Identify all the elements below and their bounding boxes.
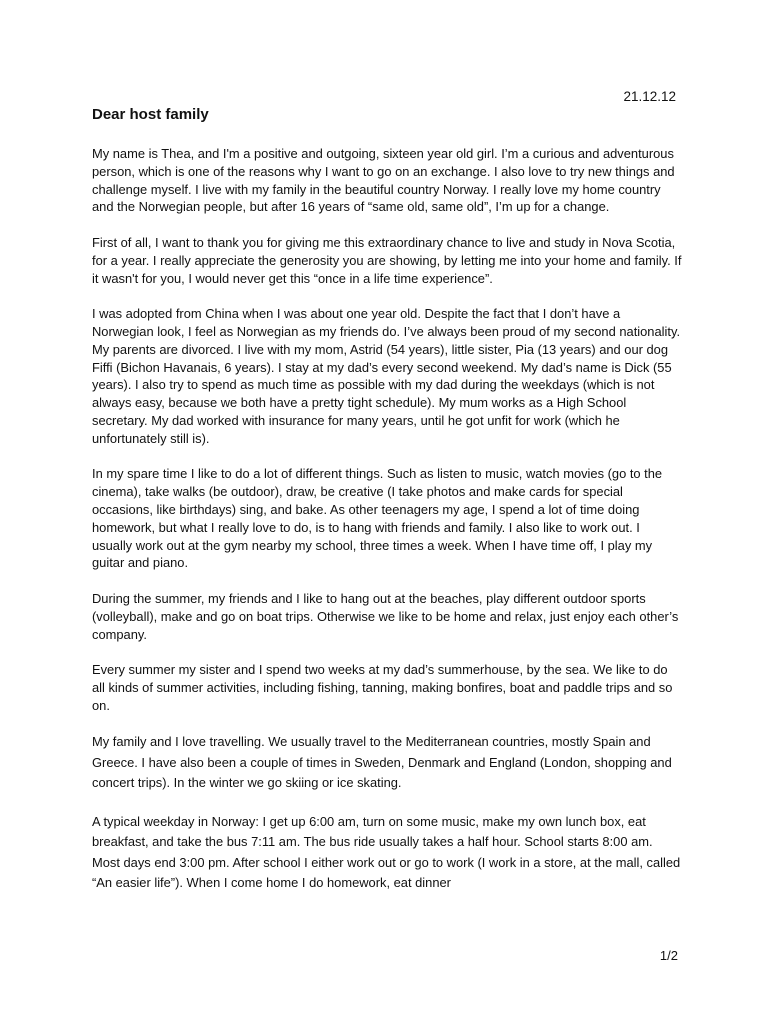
paragraph-typical-weekday: A typical weekday in Norway: I get up 6:00 am, turn on some music, make my own lunch box, eat breakfast, and take the bus 7:11 am. The bus ride usually takes a half hour. School starts 8:00 am. Most days end 3:00 pm. After school I either work out or go to work (I work in a store, at the mall, called “An easier life”). When I come home I do homework, eat dinner	[92, 813, 681, 891]
paragraph-travelling: My family and I love travelling. We usually travel to the Mediterranean countries, mostly Spain and Greece. I have also been a couple of times in Sweden, Denmark and England (London, shopping and concert trips). In the winter we go skiing or ice skating.	[92, 734, 672, 791]
paragraph-thanks: First of all, I want to thank you for giving me this extraordinary chance to live and study in Nova Scotia, for a year. I really appreciate the generosity you are showing, by letting me into your home and family. If it wasn't for you, I would never get this “once in a life time experience”.	[92, 234, 682, 286]
paragraph-introduction: My name is Thea, and I'm a positive and outgoing, sixteen year old girl. I’m a curious and adventurous person, which is one of the reasons why I want to go on an exchange. I also love to try new things and challenge myself. I live with my family in the beautiful country Norway. I really love my home country and the Norwegian people, but after 16 years of “same old, same old”, I’m up for a change.	[92, 146, 675, 215]
paragraph-family: I was adopted from China when I was about one year old. Despite the fact that I don’t have a Norwegian look, I feel as Norwegian as my friends do. I’ve always been proud of my second nationality. My parents are divorced. I live with my mom, Astrid (54 years), little sister, Pia (13 years) and our dog Fiffi (Bichon Havanais, 6 years). I stay at my dad’s every second weekend. My dad’s name is Dick (55 years). I also try to spend as much time as possible with my dad during the weekdays (which is not always easy, because we both have a pretty tight schedule). My mum works as a High School secretary. My dad worked with insurance for many years, until he got unfit for work (which he unfortunately still is).	[92, 306, 681, 446]
letter-body	[92, 145, 682, 911]
page-number: 1/2	[659, 948, 678, 963]
paragraph-summerhouse: Every summer my sister and I spend two weeks at my dad’s summerhouse, by the sea. We like to do all kinds of summer activities, including fishing, tanning, making bonfires, boat and paddle trips and so on.	[92, 662, 673, 713]
letter-salutation: Dear host family	[92, 106, 209, 123]
paragraph-spare-time: In my spare time I like to do a lot of different things. Such as listen to music, watch movies (go to the cinema), take walks (be outdoor), draw, be creative (I take photos and make cards for special occasions, like birthdays) sing, and bake. As other teenagers my age, I spend a lot of time doing homework, but what I really love to do, is to hang with friends and family. I also like to work out. I usually work out at the gym nearby my school, three times a week. When I have time off, I play my guitar and piano.	[92, 466, 663, 571]
paragraph-summer: During the summer, my friends and I like to hang out at the beaches, play different outdoor sports (volleyball), make and go on boat trips. Otherwise we like to be home and relax, just enjoy each other’s company.	[92, 590, 679, 642]
letter-date: 21.12.12	[623, 89, 676, 104]
